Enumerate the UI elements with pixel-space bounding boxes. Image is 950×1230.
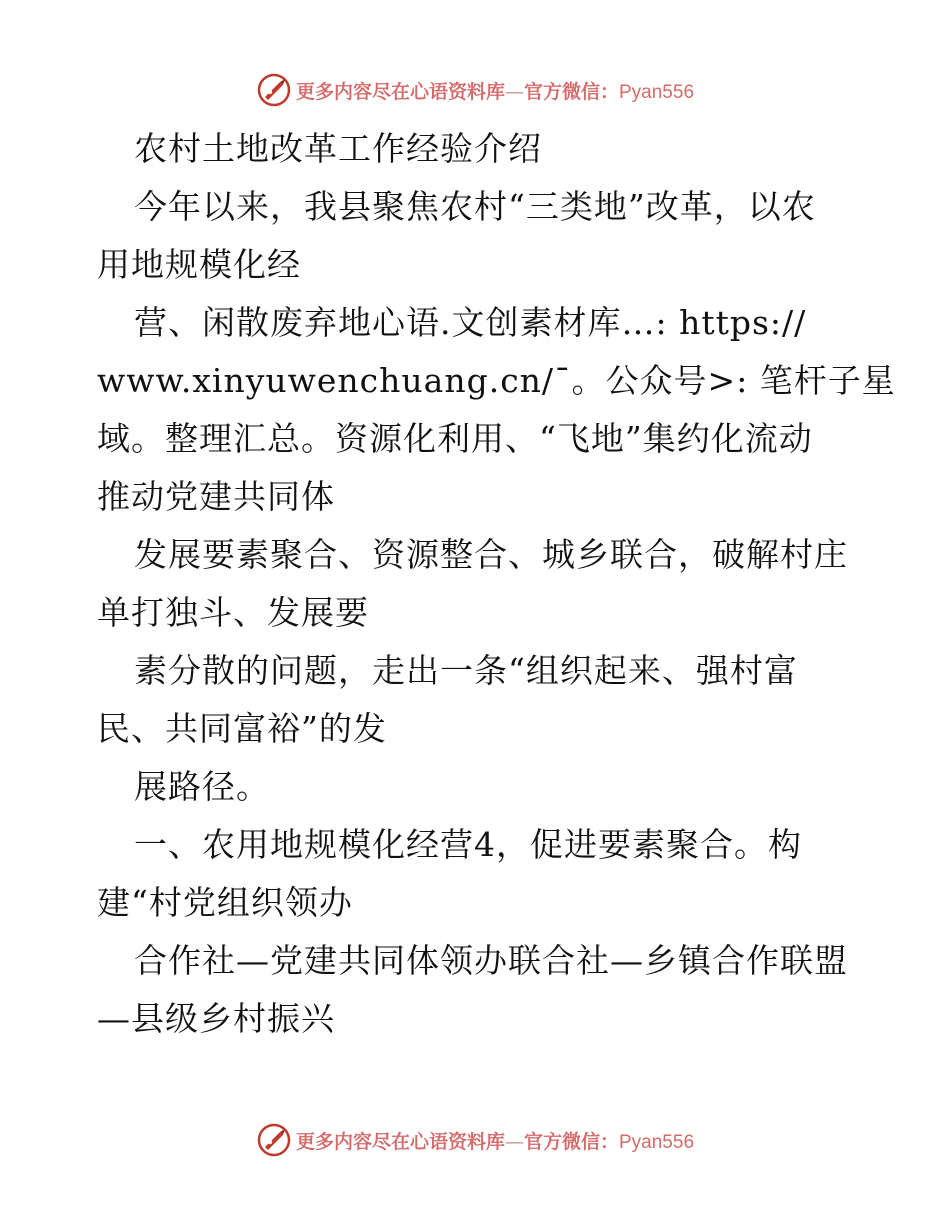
paragraph-line: 发展要素聚合、资源整合、城乡联合，破解村庄 bbox=[134, 535, 848, 574]
quill-pen-seal-icon bbox=[256, 1122, 292, 1158]
watermark-wechat-id: Pyan556 bbox=[619, 1131, 695, 1153]
watermark-text bbox=[296, 77, 694, 104]
paragraph-line: 一、农用地规模化经营4，促进要素聚合。构 bbox=[134, 825, 802, 864]
footer-watermark bbox=[0, 1120, 950, 1160]
watermark-text bbox=[296, 1127, 694, 1154]
watermark-brand: 更多内容尽在心语资料库 bbox=[295, 1130, 505, 1153]
paragraph-line: 展路径。 bbox=[134, 767, 270, 806]
paragraph-line: 推动党建共同体 bbox=[97, 477, 335, 516]
paragraph-line: —县级乡村振兴 bbox=[97, 999, 335, 1038]
paragraph-line: 建“村党组织领办 bbox=[97, 883, 353, 922]
watermark-brand: 更多内容尽在心语资料库 bbox=[295, 80, 505, 103]
quill-pen-seal-icon bbox=[256, 72, 292, 108]
paragraph-line: 用地规模化经 bbox=[97, 245, 301, 284]
watermark-wechat-id: Pyan556 bbox=[619, 81, 695, 103]
paragraph-line: 营、闲散废弃地心语.文创素材库…: https:// bbox=[134, 303, 807, 342]
watermark-wechat-label: 官方微信： bbox=[523, 80, 619, 103]
paragraph-line: www.xinyuwenchuang.cn/¯。公众号>: 笔杆子星 bbox=[97, 361, 896, 400]
header-watermark bbox=[0, 70, 950, 110]
watermark-separator: — bbox=[504, 80, 524, 103]
watermark-wechat-label: 官方微信： bbox=[523, 1130, 619, 1153]
paragraph-line: 合作社—党建共同体领办联合社—乡镇合作联盟 bbox=[134, 941, 848, 980]
document-title: 农村土地改革工作经验介绍 bbox=[134, 129, 542, 168]
paragraph-line: 单打独斗、发展要 bbox=[97, 593, 369, 632]
paragraph-line: 民、共同富裕”的发 bbox=[97, 709, 387, 748]
paragraph-line: 域。整理汇总。资源化利用、“飞地”集约化流动 bbox=[97, 419, 813, 458]
paragraph-line: 素分散的问题，走出一条“组织起来、强村富 bbox=[134, 651, 798, 690]
document-body bbox=[97, 120, 896, 1048]
paragraph-line: 今年以来，我县聚焦农村“三类地”改革，以农 bbox=[134, 187, 816, 226]
watermark-separator: — bbox=[504, 1130, 524, 1153]
